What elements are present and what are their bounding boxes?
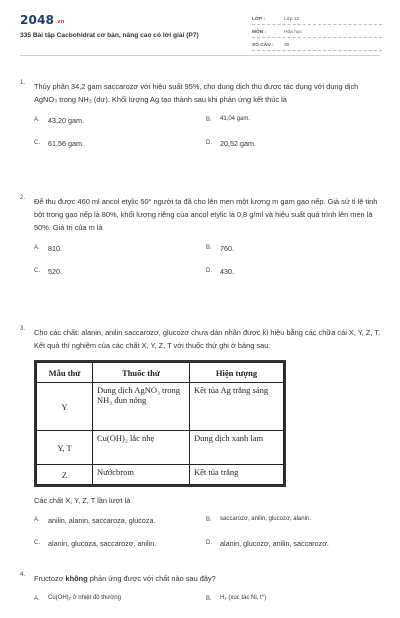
answer-options	[34, 516, 382, 562]
meta-value: Hóa học	[284, 30, 302, 35]
answer-letter: D.	[206, 540, 212, 546]
answer-d[interactable]	[206, 139, 378, 148]
table-cell: Y, T	[37, 431, 93, 465]
answer-options	[34, 244, 382, 290]
answer-c[interactable]	[34, 267, 206, 276]
table-cell: Kết tủa Ag trắng sáng	[190, 383, 284, 431]
answer-text: 43,20 gam.	[48, 116, 84, 125]
answer-letter: D.	[206, 140, 212, 146]
answer-letter: D.	[206, 268, 212, 274]
logo-suffix: .vn	[55, 19, 65, 25]
answer-options	[34, 116, 382, 162]
table-cell: Kết tủa trắng	[190, 465, 284, 485]
table-cell: Dung dịch xanh lam	[190, 431, 284, 465]
question-text	[34, 572, 382, 585]
answer-text: 520.	[48, 267, 62, 276]
question-2	[20, 195, 382, 326]
answer-letter: B.	[206, 117, 212, 123]
table-row	[37, 383, 284, 431]
answer-text: alanin, glucozơ, anilin, saccarozơ.	[220, 539, 329, 548]
answer-letter: B.	[206, 517, 212, 523]
answer-b[interactable]	[206, 516, 378, 523]
question-text: Cho các chất: alanin, anilin saccarozơ, glucozơ chưa dán nhãn được kí hiệu bằng các chữa cái X, Y, Z, T. Kết quả thí nghiệm của các chất X, Y, Z, T với thuốc thử ghi ở bảng sau:	[34, 328, 381, 350]
answer-letter: A.	[34, 596, 40, 602]
page-title: 335 Bài tập Cacbohidrat cơ bản, nâng cao có lời giải (P7)	[20, 32, 199, 39]
logo-text: 2048	[20, 13, 55, 27]
question-3	[20, 326, 382, 572]
answer-b[interactable]	[206, 595, 378, 602]
question-number: 2.	[20, 195, 26, 201]
question-text: Để thu được 460 ml ancol etylic 50° người ta đã cho lên men một lượng m gam gạo nếp. Giả sử tỉ lệ tinh bột trong gạo nếp là 80%, khối lượng riêng của ancol etylic là 0,8 g/ml và hiệu suất quá trình lên men là 50%. Giá trị của m là	[34, 197, 378, 232]
meta-label: SỐ CÂU :	[252, 43, 274, 48]
answer-text: saccarozơ, anilin, glucozơ, alanin.	[220, 516, 311, 522]
table-cell: Y	[37, 383, 93, 431]
answer-text: Cu(OH)₂ ở nhiệt độ thường	[48, 595, 121, 601]
meta-label: MÔN :	[252, 30, 267, 35]
answer-c[interactable]	[34, 139, 206, 148]
answer-letter: C.	[34, 268, 40, 274]
question-followup: Các chất X, Y, Z, T lần lượt là	[34, 496, 131, 505]
answer-d[interactable]	[206, 267, 378, 276]
question-text-post: phản ứng được với chất nào sau đây?	[87, 574, 216, 583]
answer-a[interactable]	[34, 516, 206, 525]
meta-label: LỚP :	[252, 17, 266, 22]
header-divider	[20, 55, 380, 56]
answer-text: 41,04 gam.	[220, 116, 251, 122]
table-row	[37, 431, 284, 465]
answer-letter: C.	[34, 540, 40, 546]
question-text-pre: Fructozơ	[34, 574, 66, 583]
question-number: 4.	[20, 572, 26, 578]
question-number: 3.	[20, 326, 26, 332]
meta-info	[252, 12, 382, 51]
answer-d[interactable]	[206, 539, 378, 548]
answer-text: 760.	[220, 244, 234, 253]
answer-c[interactable]	[34, 539, 206, 548]
meta-count-row	[252, 38, 382, 51]
table-cell: Z	[37, 465, 93, 485]
answer-text: alanin, glucoza, saccarozơ, anilin.	[48, 539, 157, 548]
table-row	[37, 465, 284, 485]
question-number: 1.	[20, 80, 26, 86]
meta-value: 30	[284, 43, 290, 48]
table-header: Mẫu thử	[37, 363, 93, 383]
table-cell: Cu(OH)₂ lắc nhẹ	[93, 431, 190, 465]
answer-b[interactable]	[206, 116, 378, 123]
page-header	[0, 0, 400, 68]
answer-text: anilin, alanin, saccaroza, glucoza.	[48, 516, 156, 525]
table-cell: Nướcbrom	[93, 465, 190, 485]
experiment-table-frame	[34, 360, 286, 487]
answer-text: 430.	[220, 267, 234, 276]
site-logo[interactable]	[20, 13, 65, 27]
answer-a[interactable]	[34, 595, 206, 602]
answer-letter: B.	[206, 245, 212, 251]
answer-letter: C.	[34, 140, 40, 146]
answer-letter: A.	[34, 117, 40, 123]
answer-text: 20,52 gam.	[220, 139, 256, 148]
question-text-emphasis: không	[65, 574, 88, 583]
answer-letter: B.	[206, 596, 212, 602]
question-text: Thủy phân 34,2 gam saccarozơ với hiệu suất 95%, cho dung dịch thu được tác dụng với dung dịch AgNO₃ trong NH₃ (dư). Khối lượng Ag tạo thành sau khi phản ứng kết thúc là	[34, 82, 359, 104]
answer-letter: A.	[34, 245, 40, 251]
table-header: Thuốc thử	[93, 363, 190, 383]
table-header: Hiện tượng	[190, 363, 284, 383]
answer-text: 61,56 gam.	[48, 139, 84, 148]
answer-letter: A.	[34, 517, 40, 523]
table-cell: Dung dịch AgNO₃ trong NH₃ đun nóng	[93, 383, 190, 431]
answer-options	[34, 595, 382, 618]
table-header-row	[37, 363, 284, 383]
question-1	[20, 80, 382, 195]
answer-a[interactable]	[34, 116, 206, 125]
meta-subject-row	[252, 25, 382, 38]
meta-value: Lớp 12	[284, 17, 300, 22]
experiment-table	[36, 362, 284, 485]
question-4	[20, 572, 382, 618]
answer-text: 810.	[48, 244, 62, 253]
answer-b[interactable]	[206, 244, 378, 253]
answer-text: H₂ (xúc tác Ni, t°)	[220, 595, 267, 601]
answer-a[interactable]	[34, 244, 206, 253]
meta-class-row	[252, 12, 382, 25]
question-list	[20, 80, 382, 618]
